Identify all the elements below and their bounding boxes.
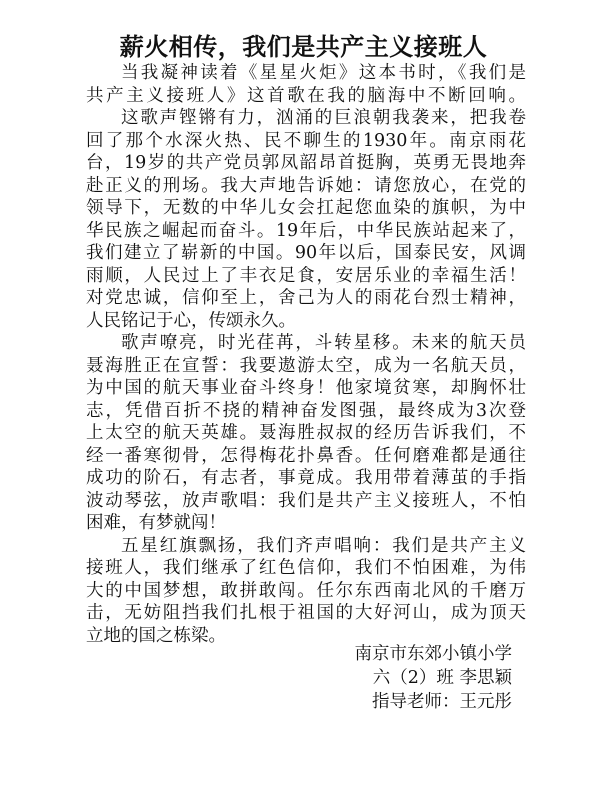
paragraph-3-line-3: 为中国的航天事业奋斗终身！他家境贫寒，却胸怀壮 bbox=[86, 378, 526, 398]
essay-title: 薪火相传，我们是共产主义接班人 bbox=[119, 32, 488, 61]
paragraph-2-line-8: 雨顺，人民过上了丰衣足食，安居乐业的幸福生活！ bbox=[86, 265, 526, 286]
paragraph-2-line-10: 人民铭记于心，传颂永久。 bbox=[86, 310, 296, 331]
paragraph-3-line-8: 波动琴弦，放声歌唱：我们是共产主义接班人，不怕 bbox=[86, 490, 526, 511]
paragraph-2-line-6: 华民族之崛起而奋斗。19年后，中华民族站起来了， bbox=[86, 220, 526, 241]
paragraph-4-line-2: 接班人，我们继承了红色信仰，我们不怕困难，为伟 bbox=[86, 558, 526, 578]
paragraph-1-line-2: 共产主义接班人》这首歌在我的脑海中不断回响。 bbox=[86, 85, 526, 106]
paragraph-3-line-1: 歌声嘹亮，时光荏苒，斗转星移。未来的航天员 bbox=[121, 333, 526, 353]
paragraph-4-line-5: 立地的国之栋梁。 bbox=[86, 625, 226, 646]
paragraph-2-line-5: 领导下，无数的中华儿女会扛起您血染的旗帜，为中 bbox=[86, 198, 526, 218]
paragraph-4-line-3: 大的中国梦想，敢拼敢闯。任尔东西南北风的千磨万 bbox=[86, 580, 526, 601]
paragraph-2-line-9: 对党忠诚，信仰至上，舍己为人的雨花台烈士精神， bbox=[86, 288, 526, 308]
paragraph-3-line-5: 上太空的航天英雄。聂海胜叔叔的经历告诉我们，不 bbox=[86, 423, 526, 443]
paragraph-2-line-3: 台，19岁的共产党员郭凤韶昂首挺胸，英勇无畏地奔 bbox=[86, 153, 526, 173]
paragraph-1-line-1: 当我凝神读着《星星火炬》这本书时，《我们是 bbox=[121, 63, 526, 83]
paragraph-2-line-7: 我们建立了崭新的中国。90年以后，国泰民安，风调 bbox=[86, 243, 526, 263]
paragraph-3-line-6: 经一番寒彻骨，怎得梅花扑鼻香。任何磨难都是通往 bbox=[86, 445, 526, 466]
paragraph-3-line-9: 困难，有梦就闯！ bbox=[86, 513, 226, 533]
paragraph-4-line-4: 击，无妨阻挡我们扎根于祖国的大好河山，成为顶天 bbox=[86, 603, 526, 623]
paragraph-2-line-2: 回了那个水深火热、民不聊生的1930年。南京雨花 bbox=[86, 130, 526, 151]
signature-teacher: 指导老师：王元彤 bbox=[372, 692, 512, 712]
paragraph-3-line-4: 志，凭借百折不挠的精神奋发图强，最终成为3次登 bbox=[86, 400, 526, 421]
signature-block bbox=[355, 642, 513, 714]
signature-school: 南京市东郊小镇小学 bbox=[354, 644, 512, 664]
paragraph-2-line-1: 这歌声铿锵有力，汹涌的巨浪朝我袭来，把我卷 bbox=[121, 108, 526, 128]
paragraph-3-line-2: 聂海胜正在宣誓：我要遨游太空，成为一名航天员， bbox=[86, 355, 526, 376]
paragraph-4-line-1: 五星红旗飘扬，我们齐声唱响：我们是共产主义 bbox=[121, 535, 526, 556]
paragraph-3-line-7: 成功的阶石，有志者，事竟成。我用带着薄茧的手指 bbox=[86, 468, 526, 488]
essay-body bbox=[86, 62, 526, 647]
paragraph-2-line-4: 赴正义的刑场。我大声地告诉她：请您放心，在党的 bbox=[86, 175, 526, 196]
signature-class-author: 六（2）班 李思颖 bbox=[372, 668, 512, 688]
